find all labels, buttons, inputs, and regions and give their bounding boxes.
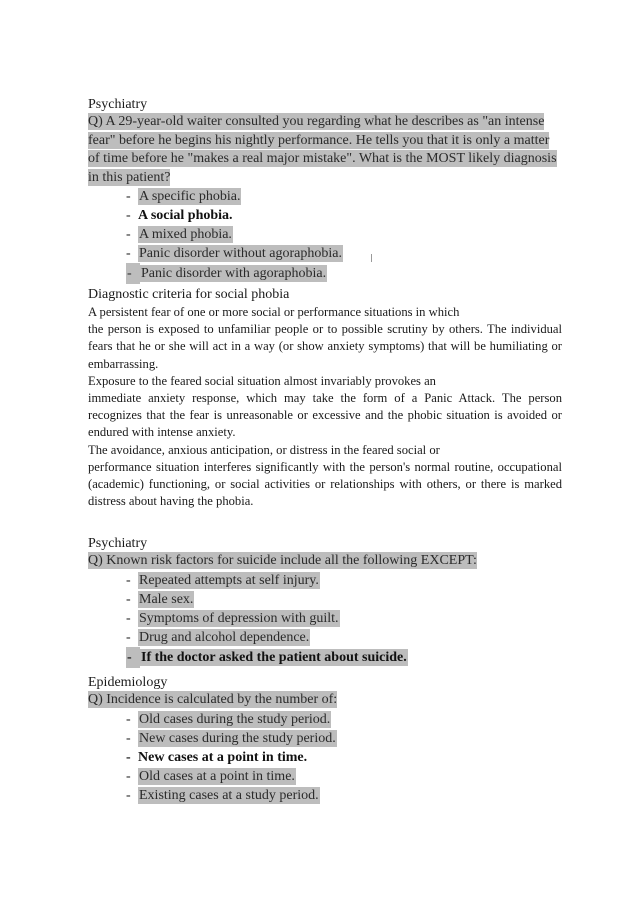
- question-text: [88, 113, 562, 187]
- option-item: [126, 710, 568, 729]
- option-text: Panic disorder with agoraphobia.: [141, 266, 327, 281]
- option-text: Panic disorder without agoraphobia.: [139, 246, 342, 261]
- option-dash: -: [126, 647, 140, 668]
- subject-heading: Psychiatry: [88, 536, 148, 551]
- option-item: [126, 225, 568, 244]
- option-text: Old cases during the study period.: [139, 711, 331, 727]
- option-item-correct: [126, 206, 568, 225]
- option-dash: -: [126, 787, 131, 803]
- option-text-correct: If the doctor asked the patient about suicide.: [141, 649, 407, 665]
- option-item: [126, 609, 568, 628]
- option-item: [126, 244, 568, 263]
- option-text: A mixed phobia.: [139, 227, 232, 242]
- stray-mark: [371, 254, 372, 262]
- option-text: Drug and alcohol dependence.: [139, 629, 310, 645]
- option-dash: -: [126, 227, 131, 242]
- criteria-paragraph: immediate anxiety response, which may take the form of a Panic Attack. The person recognizes that the fear is unreasonable or excessive and the phobic situation is avoided or endured with intense anxiety.: [88, 391, 562, 440]
- option-text: Male sex.: [139, 591, 194, 607]
- subject-heading: Epidemiology: [88, 675, 168, 690]
- option-dash: -: [126, 208, 131, 223]
- option-dash: -: [126, 591, 131, 607]
- option-item: [126, 263, 568, 284]
- option-dash: -: [126, 572, 131, 588]
- option-text: Old cases at a point in time.: [139, 768, 295, 784]
- option-item: [126, 187, 568, 206]
- question-block-2: [88, 535, 568, 668]
- criteria-title: Diagnostic criteria for social phobia: [88, 287, 290, 302]
- option-text: New cases during the study period.: [139, 730, 336, 746]
- option-dash: -: [126, 189, 131, 204]
- question-block-1: [88, 96, 568, 284]
- criteria-line: The avoidance, anxious anticipation, or distress in the feared social or: [88, 442, 440, 457]
- criteria-line: Exposure to the feared social situation almost invariably provokes an: [88, 373, 436, 388]
- option-item-correct: [126, 748, 568, 767]
- criteria-paragraph: performance situation interferes significantly with the person's normal routine, occupational (academic) functioning, or social activities or relationships with others, or there is marked distress about having the phobia.: [88, 459, 562, 509]
- criteria-block: [88, 286, 568, 510]
- option-item: [126, 590, 568, 609]
- options-list: [126, 187, 568, 284]
- option-text: A specific phobia.: [139, 189, 241, 204]
- criteria-paragraph: the person is exposed to unfamiliar people or to possible scrutiny by others. The individual fears that he or she will act in a way (or show anxiety symptoms) that will be humiliating or embarrassing.: [88, 322, 562, 371]
- option-dash: -: [126, 730, 131, 746]
- option-text-correct: New cases at a point in time.: [138, 749, 308, 765]
- question-highlight: Q) A 29-year-old waiter consulted you regarding what he describes as "an intense fear" before he begins his nightly performance. He tells you that it is only a matter of time before he "makes a real major mistake". What is the MOST likely diagnosis in this patient?: [88, 114, 557, 185]
- question-block-3: [88, 674, 568, 805]
- question-highlight: Q) Incidence is calculated by the number of:: [88, 692, 338, 707]
- option-item: [126, 767, 568, 786]
- option-dash: -: [126, 610, 131, 626]
- option-item: [126, 729, 568, 748]
- option-item: [126, 628, 568, 647]
- option-text: Existing cases at a study period.: [139, 787, 319, 803]
- option-dash: -: [126, 246, 131, 261]
- option-dash: -: [126, 749, 131, 765]
- option-item-correct: [126, 647, 568, 668]
- option-dash: -: [126, 711, 131, 727]
- options-list: [126, 710, 568, 805]
- option-text: Symptoms of depression with guilt.: [139, 610, 339, 626]
- options-list: [126, 571, 568, 668]
- criteria-line: A persistent fear of one or more social or performance situations in which: [88, 305, 460, 319]
- option-dash: -: [126, 263, 140, 284]
- question-text: [88, 552, 568, 571]
- subject-heading: Psychiatry: [88, 97, 148, 112]
- option-dash: -: [126, 629, 131, 645]
- question-highlight: Q) Known risk factors for suicide include all the following EXCEPT:: [88, 553, 477, 568]
- option-item: [126, 786, 568, 805]
- question-text: [88, 691, 568, 710]
- option-text: Repeated attempts at self injury.: [139, 572, 319, 588]
- option-dash: -: [126, 768, 131, 784]
- option-item: [126, 571, 568, 590]
- option-text-correct: A social phobia.: [138, 208, 233, 223]
